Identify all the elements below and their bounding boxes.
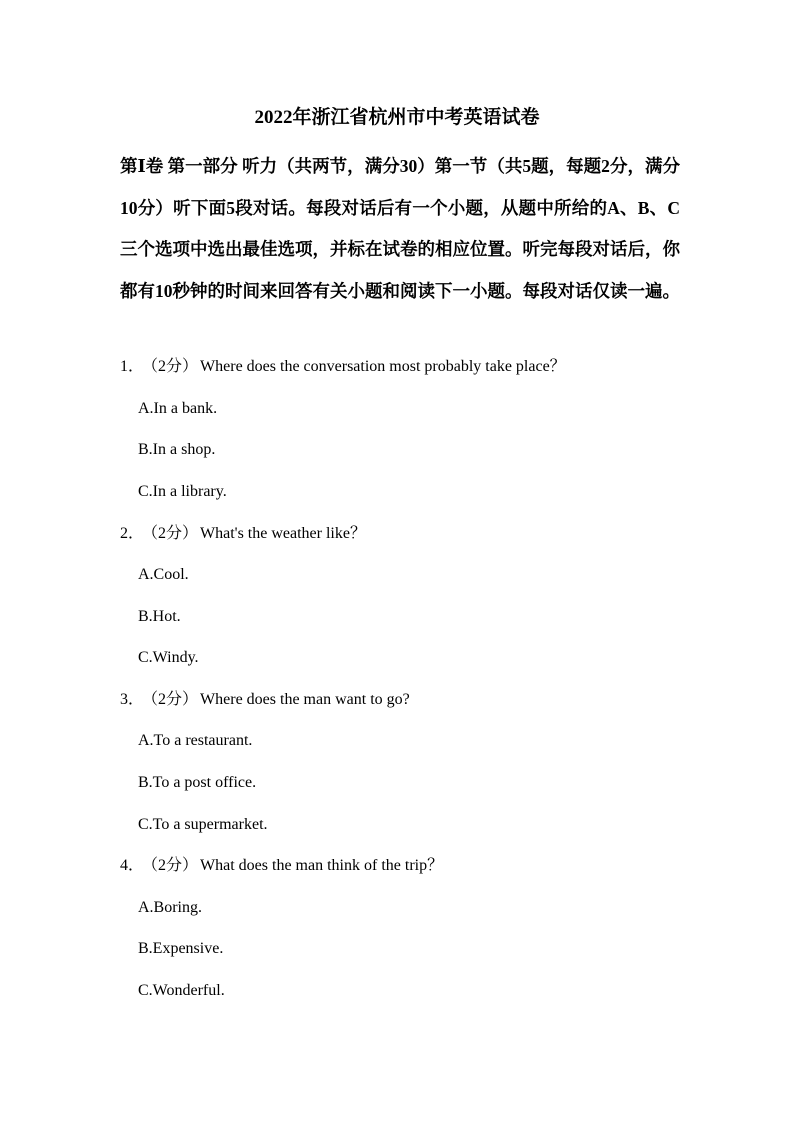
question-2-option-a: A.Cool. (138, 566, 189, 583)
question-3-option-c: C.To a supermarket. (138, 816, 268, 833)
question-score: （2分） (150, 525, 199, 542)
question-score: （2分） (150, 358, 199, 375)
question-4 (120, 852, 680, 880)
question-text: Where does the conversation most probably take place？ (200, 358, 566, 375)
question-number: 2． (120, 525, 145, 542)
section-instructions: 第Ⅰ卷 第一部分 听力（共两节，满分30）第一节（共5题，每题2分，满分10分）听下面5段对话。每段对话后有一个小题，从题中所给的A、B、C三个选项中选出最佳选项，并标在试卷的相应位置。听完每段对话后，你都有10秒钟的时间来回答有关小题和阅读下一小题。每段对话仅读一遍。 (120, 156, 680, 302)
question-4-option-a: A.Boring. (138, 899, 202, 916)
question-4-option-b: B.Expensive. (138, 940, 224, 957)
question-number: 4． (120, 857, 145, 874)
question-2-option-b: B.Hot. (138, 608, 181, 625)
question-1 (120, 353, 680, 381)
question-text: What's the weather like？ (200, 525, 366, 542)
question-score: （2分） (150, 691, 199, 708)
question-2-option-c: C.Windy. (138, 649, 199, 666)
exam-title: 2022年浙江省杭州市中考英语试卷 (254, 107, 540, 128)
question-3-option-a: A.To a restaurant. (138, 732, 253, 749)
question-3-option-b: B.To a post office. (138, 774, 257, 791)
question-1-option-a: A.In a bank. (138, 400, 218, 417)
question-score: （2分） (150, 857, 199, 874)
question-2 (120, 520, 680, 548)
question-1-option-c: C.In a library. (138, 483, 227, 500)
question-4-option-c: C.Wonderful. (138, 982, 225, 999)
question-number: 1． (120, 358, 145, 375)
question-text: What does the man think of the trip？ (200, 857, 444, 874)
question-text: Where does the man want to go? (200, 691, 410, 708)
question-number: 3． (120, 691, 145, 708)
question-1-option-b: B.In a shop. (138, 441, 216, 458)
question-3 (120, 686, 680, 714)
